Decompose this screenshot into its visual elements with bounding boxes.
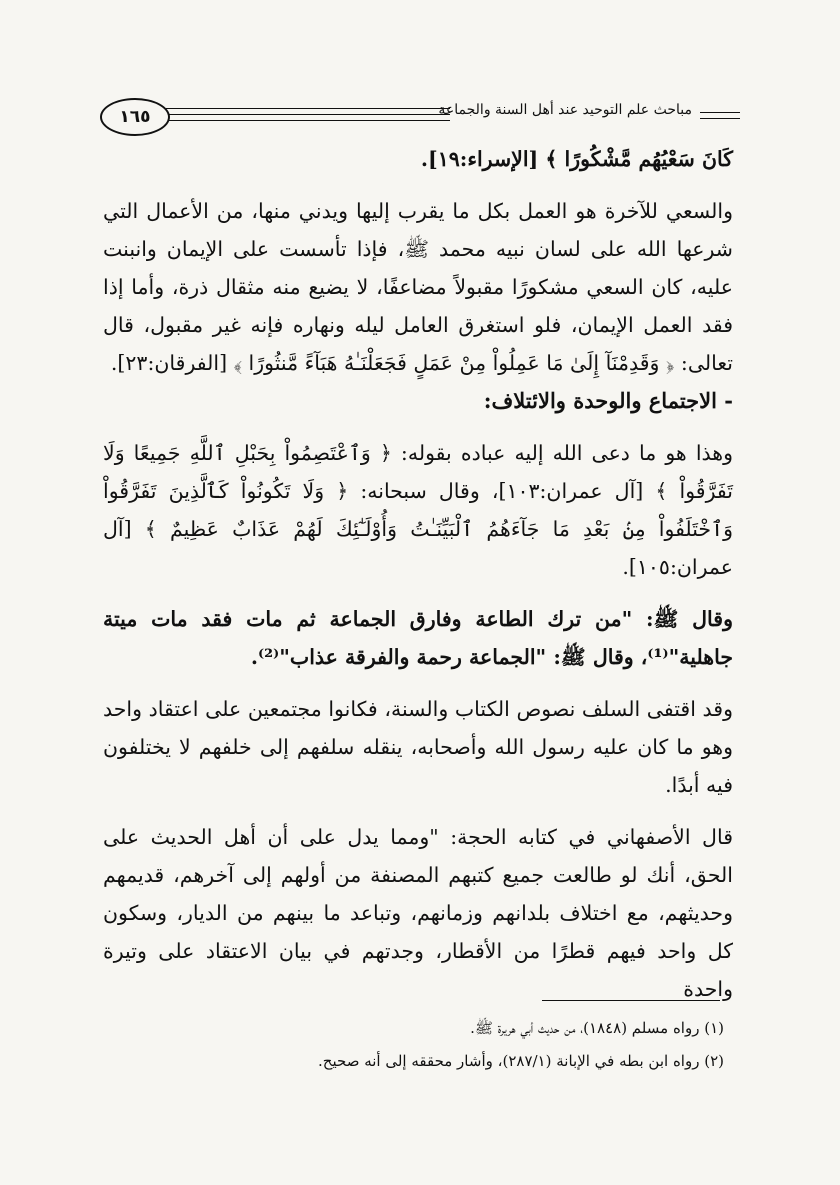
paragraph: وقد اقتفى السلف نصوص الكتاب والسنة، فكانوا مجتمعين على اعتقاد واحد وهو ما كان عليه رسول الله وأصحابه، ينقله سلفهم إلى خلفهم لا يختلفون فيه أبدًا. <box>103 697 733 797</box>
footnote: (١) رواه مسلم (١٨٤٨)، من حديث أبي هريرة ﷺ. <box>470 1019 724 1037</box>
running-header-title: مباحث علم التوحيد عند أهل السنة والجماعة <box>438 102 692 118</box>
header-rule <box>166 114 450 115</box>
hadith-paragraph: وقال ﷺ: "من ترك الطاعة وفارق الجماعة ثم مات فقد مات ميتة جاهلية"⁽¹⁾، وقال ﷺ: "الجماعة رحمة والفرقة عذاب"⁽²⁾. <box>103 607 733 669</box>
verse-continuation: كَانَ سَعْيُهُم مَّشْكُورًا ﴾ [الإسراء:١٩]. <box>420 147 733 171</box>
header-rule <box>700 118 740 119</box>
paragraph: والسعي للآخرة هو العمل بكل ما يقرب إليها ويدني منها، من الأعمال التي شرعها الله على لسان نبيه محمد ﷺ، فإذا تأسست على الإيمان وانبنت عليه، كان السعي مشكورًا مقبولاً مضاعفًا، لا يضيع منه مثقال ذرة، وأما إذا فقد العمل الإيمان، فلو استغرق العامل ليله ونهاره فإنه غير مقبول، قال تعالى: ﴿ وَقَدِمْنَآ إِلَىٰ مَا عَمِلُواْ مِنْ عَمَلٍ فَجَعَلْنَـٰهُ هَبَآءً مَّنثُورًا ﴾ [الفرقان:٢٣]. <box>103 199 733 375</box>
header-rule <box>166 108 450 109</box>
footnote-separator <box>542 1000 720 1001</box>
paragraph: قال الأصفهاني في كتابه الحجة: "ومما يدل على أن أهل الحديث على الحق، أنك لو طالعت جميع كتبهم المصنفة من أولهم إلى آخرهم، قديمهم وحديثهم، مع اختلاف بلدانهم وزمانهم، وتباعد ما بينهم من الديار، وسكون كل واحد فيهم قطرًا من الأقطار، وجدتهم في بيان الاعتقاد على وتيرة واحدة <box>103 825 733 1001</box>
page-body <box>103 140 733 1008</box>
header-rule <box>700 112 740 113</box>
header-rule <box>166 120 450 121</box>
paragraph: وهذا هو ما دعى الله إليه عباده بقوله: ﴿ وَٱعْتَصِمُواْ بِحَبْلِ ٱللَّهِ جَمِيعًا وَلَا تَفَرَّقُواْ ﴾ [آل عمران:١٠٣]، وقال سبحانه: ﴿ وَلَا تَكُونُواْ كَٱلَّذِينَ تَفَرَّقُواْ وَٱخْتَلَفُواْ مِنۢ بَعْدِ مَا جَآءَهُمُ ٱلْبَيِّنَـٰتُ وَأُوْلَـٰٓئِكَ لَهُمْ عَذَابٌ عَظِيمٌ ﴾ [آل عمران:١٠٥]. <box>103 441 733 579</box>
page-header <box>100 98 740 138</box>
footnotes <box>150 1012 724 1078</box>
footnote: (٢) رواه ابن بطه في الإبانة (٢٨٧/١)، وأشار محققه إلى أنه صحيح. <box>318 1052 724 1070</box>
page-number: ١٦٥ <box>100 98 170 136</box>
section-heading: - الاجتماع والوحدة والائتلاف: <box>483 388 733 413</box>
